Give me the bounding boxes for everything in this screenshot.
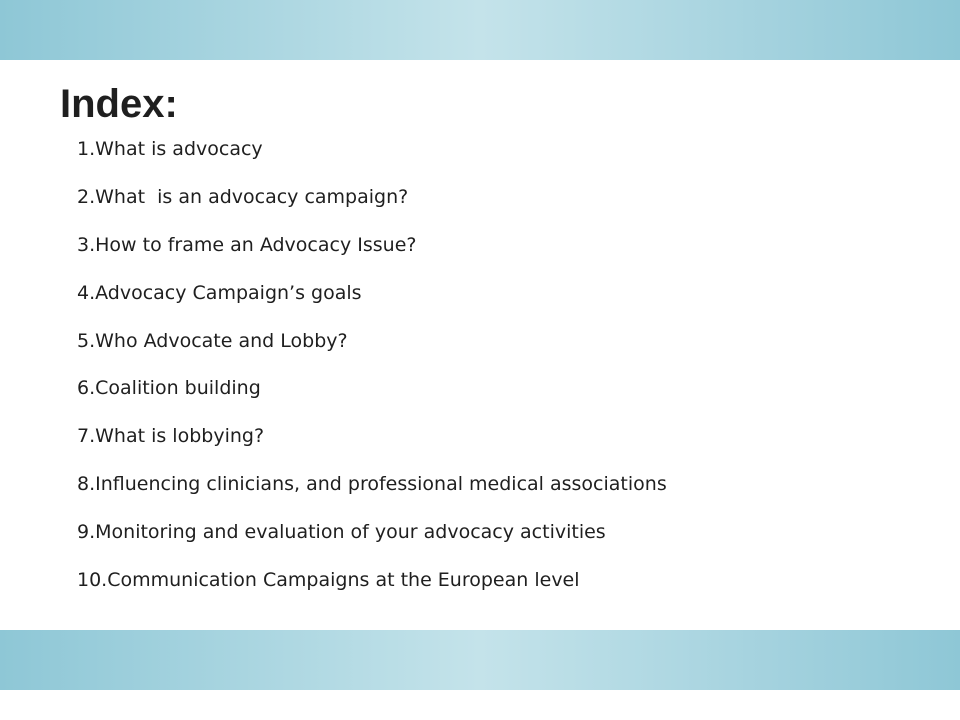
top-decorative-band — [0, 0, 960, 60]
index-item: 9.Monitoring and evaluation of your advocacy activities — [77, 521, 606, 544]
bottom-decorative-band — [0, 630, 960, 690]
index-list — [77, 136, 667, 615]
index-item: 7.What is lobbying? — [77, 425, 265, 448]
index-item: 8.Influencing clinicians, and professional medical associations — [77, 473, 667, 496]
slide-title: Index: — [60, 82, 178, 126]
index-item: 3.How to frame an Advocacy Issue? — [77, 233, 417, 256]
index-item: 6.Coalition building — [77, 377, 261, 400]
index-item: 10.Communication Campaigns at the European level — [77, 569, 580, 592]
index-item: 4.Advocacy Campaign’s goals — [77, 281, 362, 304]
index-item: 2.What is an advocacy campaign? — [77, 185, 409, 208]
index-item: 1.What is advocacy — [77, 138, 263, 160]
index-item: 5.Who Advocate and Lobby? — [77, 329, 348, 352]
